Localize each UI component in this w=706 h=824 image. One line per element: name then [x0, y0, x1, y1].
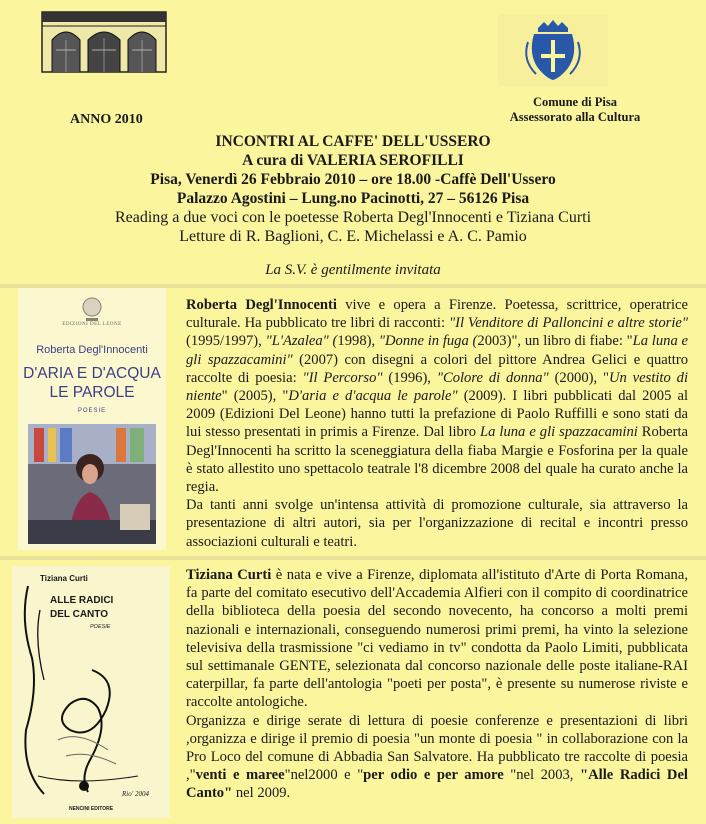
municipality-name: Comune di Pisa	[532, 95, 618, 109]
book-title-bold: per odio e per amore	[363, 767, 504, 784]
bio-text: (2007) con disegni a colori del pittore Andrea Gelici e quattro raccolte di poesia:	[186, 351, 688, 386]
event-address: Palazzo Agostini – Lung.no Pacinotti, 27 – 56126 Pisa	[176, 190, 530, 207]
bio-text: vive e opera a Firenze. Poetessa, scrittrice, operatrice culturale. Ha pubblicato tre libri di racconti:	[186, 297, 688, 332]
department-name: Assessorato alla Cultura	[509, 110, 641, 124]
book-title-italic: D'aria e d'acqua le parole"	[288, 388, 458, 405]
bio-roberta	[186, 296, 688, 551]
section-divider	[0, 556, 706, 560]
bio-text: Organizza e dirige serate di lettura di poesie conferenze e presentazioni di libri ,organizza e dirige il premio di poesia "un monte di poesia " in collaborazione con la Pro Loco del comune di Abbadia San Salvatore. Ha pubblicato tre raccolte di poesia ,"	[186, 712, 688, 784]
publisher-name: EDIZIONI DEL LEONE	[62, 322, 122, 327]
bio-text: (1996),	[382, 369, 437, 386]
book-title-italic: "Colore di donna"	[436, 369, 549, 386]
illustrator-signature: Rio' 2004	[122, 790, 149, 798]
bio-tiziana-paragraph-1	[186, 566, 688, 712]
bio-text: (1995/1997),	[186, 333, 266, 350]
book-title-line2: LE PAROLE	[49, 384, 135, 401]
bio-roberta-paragraph-1	[186, 296, 688, 496]
book-title-line1: D'ARIA E D'ACQUA	[23, 365, 161, 382]
bio-text: 1998),	[337, 333, 379, 350]
comune-heading	[500, 95, 650, 125]
event-reading: Reading a due voci con le poetesse Roberta Degl'Innocenti e Tiziana Curti	[114, 209, 592, 226]
book-title-bold: venti e maree	[195, 767, 285, 784]
cover-illustration-treble-clef	[18, 580, 164, 800]
book-title-italic: "Il Venditore di Palloncini e altre storie"	[448, 315, 688, 332]
book-title-italic: "L'Azalea" (	[265, 333, 338, 350]
event-title-block	[0, 132, 706, 246]
book-title-italic: "Donne in fuga (	[378, 333, 478, 350]
book-genre: POESIE	[90, 624, 111, 630]
comune-crest-box	[498, 14, 608, 86]
book-title-italic: La luna e gli spazzacamini	[480, 424, 638, 441]
bio-text: "nel 2003,	[503, 767, 581, 784]
publisher-name: NENCINI EDITORE	[68, 806, 114, 812]
book-title-italic: La luna e gli spazzacamini"	[186, 333, 688, 368]
publisher-lion-icon	[78, 296, 106, 322]
event-datetime: Pisa, Venerdì 26 Febbraio 2010 – ore 18.00 -Caffè Dell'Ussero	[150, 171, 556, 188]
book-genre: POESIE	[77, 408, 107, 414]
book-title	[18, 364, 166, 402]
book-author: Tiziana Curti	[40, 574, 88, 583]
bio-text: 2003)", un libro di fiabe: "	[477, 333, 633, 350]
year-label: ANNO 2010	[70, 112, 143, 127]
event-curator: A cura di VALERIA SEROFILLI	[242, 152, 464, 169]
pisa-crest-icon	[498, 14, 608, 86]
bio-text: nel 2009.	[232, 785, 291, 802]
book-title-line1: ALLE RADICI	[50, 595, 114, 606]
invitation-line: La S.V. è gentilmente invitata	[265, 262, 441, 278]
bio-tiziana-name: Tiziana Curti	[186, 567, 272, 583]
event-readers: Letture di R. Baglioni, C. E. Michelassi e A. C. Pamio	[179, 228, 527, 245]
cover-photo-woman-reading	[28, 424, 156, 544]
bio-roberta-paragraph-2: Da tanti anni svolge un'intensa attività di promozione culturale, sia attraverso la presentazione di altri autori, sia per l'organizzazione di recital e incontri presso associazioni culturali e teatri.	[186, 497, 688, 550]
bio-tiziana-paragraph-2	[186, 712, 688, 803]
bio-text: è nata e vive a Firenze, diplomata all'istituto d'Arte di Porta Romana, fa parte del comitato esecutivo dell'Accademia Alfieri con il compito di coordinatrice della biblioteca della poesia del secondo novecento, ha concorso a molti premi nazionali e internazionali, conseguendo numerosi primi premi, ha vinto la selezione televisiva della trasmissione "ci vediamo in tv" condotta da Paolo Limiti, pubblicata sul settimanale GENTE, selezionata dal concorso nazionale delle poste italiane-RAI caterpillar, fa parte dell'antologia "poeti per posta", è presente su numerose riviste e raccolte antologiche.	[186, 567, 688, 711]
bio-roberta-name: Roberta Degl'Innocenti	[186, 297, 337, 313]
book-title-bold: "Alle Radici Del Canto"	[186, 767, 688, 802]
book-title-line2: DEL CANTO	[50, 609, 108, 620]
bio-tiziana	[186, 566, 688, 803]
bio-text: "nel2000 e "	[284, 767, 364, 784]
book-cover-daria-e-dacqua	[18, 288, 166, 550]
caffe-ussero-facade-logo	[40, 10, 168, 74]
book-title-italic: "Il Percorso"	[302, 369, 383, 386]
book-cover-alle-radici	[12, 566, 170, 818]
book-author: Roberta Degl'Innocenti	[36, 344, 148, 356]
bio-text: (2000), "	[548, 369, 609, 386]
bio-text: " (2005), "	[221, 388, 289, 405]
book-title-italic: Un vestito di niente	[186, 369, 689, 405]
bio-text: (2009). I libri pubblicati dal 2005 al 2009 (Edizioni Del Leone) hanno tutti la prefazione di Paolo Ruffilli e sono stati da lui stesso presentati in primis a Firenze. Dal libro	[186, 388, 689, 441]
event-title: INCONTRI AL CAFFE' DELL'USSERO	[215, 133, 491, 150]
bio-text: Roberta Degl'Innocenti ha scritto la sceneggiatura della fiaba Margie e Fosforina per la quale è stato allestito uno spettacolo teatrale l'8 dicembre 2008 del quale ha curato anche la regia.	[186, 424, 688, 496]
